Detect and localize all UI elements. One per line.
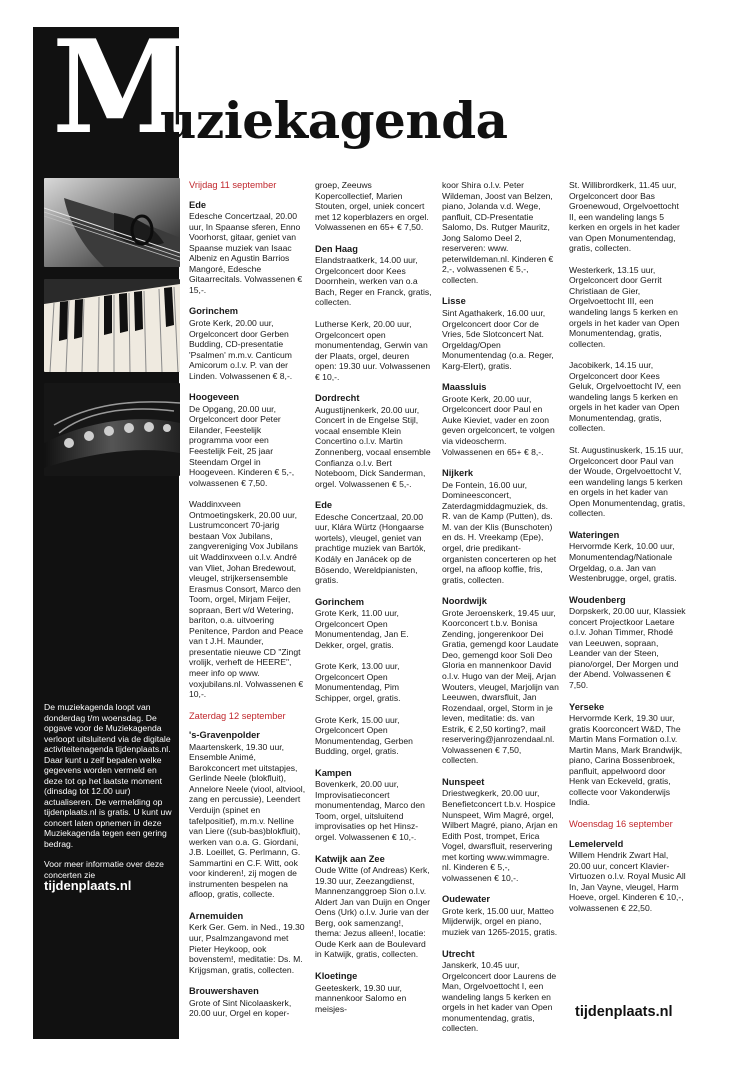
entry-city: Gorinchem [189, 306, 239, 317]
agenda-entry [442, 180, 559, 285]
agenda-entry [442, 777, 559, 883]
entry-text: Groote Kerk, 20.00 uur, Orgelconcert door Paul en Auke Kieviet, vader en zoon geven orgelconcert, te volgen via videoscherm. Volwassenen en 65+ € 8,-. [442, 393, 555, 457]
entry-city: Woudenberg [569, 594, 626, 605]
entry-city: Noordwijk [442, 596, 487, 607]
agenda-entry [569, 265, 686, 349]
agenda-column-4 [569, 180, 686, 924]
entry-text: Dorpskerk, 20.00 uur, Klassiek concert Projectkoor Laetare o.l.v. Johan Timmer, Rhodé van Leeuwen, sopraan, Leander van der Steen, piano/orgel, Der Morgen und der Abend. Volwassenen € 7,50. [569, 606, 686, 690]
entry-city: Den Haag [315, 243, 358, 254]
entry-city: Kloetinge [315, 971, 358, 981]
entry-city: Arnemuiden [189, 910, 244, 921]
piano-keys-photo [44, 279, 180, 372]
entry-text: De Opgang, 20.00 uur, Orgelconcert door Peter Eilander, Feestelijk programma voor een Feestelijk Feit, 25 jaar Steendam Orgel in Hoogeveen. Kinderen € 5,-, volwassenen € 7,50. [189, 403, 295, 488]
agenda-entry [189, 306, 306, 381]
agenda-entry [315, 500, 432, 585]
entry-text: Grote kerk, 15.00 uur, Matteo Mijderwijk, orgel en piano, muziek van 1265-2015, gratis. [442, 905, 558, 937]
entry-text: Janskerk, 10.45 uur, Orgelconcert door Laurens de Man, Orgelvoettocht I, een wandeling langs 5 kerken en orgels in het kader van Open monumentendag, gratis, collecten. [442, 960, 557, 1034]
entry-city: Utrecht [442, 948, 475, 959]
entry-city: Dordrecht [315, 393, 360, 404]
title-initial: M [52, 13, 190, 163]
agenda-entry [569, 839, 686, 914]
agenda-entry [442, 949, 559, 1034]
sidebar-brand-link[interactable]: tijdenplaats.nl [44, 878, 132, 893]
agenda-entry [569, 180, 686, 254]
footer-brand-link[interactable]: tijdenplaats.nl [575, 1004, 673, 1020]
entry-text: Elandstraatkerk, 14.00 uur, Orgelconcert door Kees Doornhein, werken van o.a Bach, Reger en Franck, gratis, collecten. [315, 255, 432, 308]
entry-city: Katwijk aan Zee [315, 853, 385, 864]
agenda-column-3 [442, 180, 559, 1045]
agenda-entry [315, 180, 432, 233]
agenda-entry [189, 392, 306, 488]
entry-city: Brouwershaven [189, 986, 259, 997]
entry-city: Ede [315, 500, 333, 511]
entry-city: Ede [189, 199, 207, 210]
entry-text: Bovenkerk, 20.00 uur, Improvisatieconcert monumentendag, Marco den Toom, orgel, uitsluitend improvisaties op het Hinsz-orgel. Volwassenen € 10,-. [315, 779, 425, 842]
entry-text: Grote Kerk, 11.00 uur, Orgelconcert Open Monumentendag, Jan E. Dekker, orgel, gratis. [315, 608, 409, 650]
entry-text: Augustijnenkerk, 20.00 uur, Concert in de Engelse Stijl, vocaal ensemble Klein Concertino o.l.v. Martin Zonnenberg, vocaal ensemble Confianza o.l.v. Bert Noteboom, Dick Sanderman, orgel. Volwassenen € 5,-. [315, 404, 431, 489]
entry-city: Maassluis [442, 382, 487, 393]
entry-text: Hervormde Kerk, 19.30 uur, gratis Koorconcert W&D, The Martin Mans Formation o.l.v. Martin Mans, Mark Brandwijk, piano, Carina Bossenbroek, panfluit, appelwoord door Henk van Eckeveld, gratis, collecte voor Vakonderwijs India. [569, 713, 683, 808]
day-heading: Vrijdag 11 september [189, 180, 277, 190]
entry-text: Edesche Concertzaal, 20.00 uur, Klára Würtz (Hongaarse wortels), vleugel, geniet van prachtige muziek van Bartók, Kodály en Janácek op de Bösendo, Wereldpianisten, gratis. [315, 511, 426, 586]
agenda-entry [442, 382, 559, 457]
agenda-entry [442, 296, 559, 371]
day-heading: Woensdag 16 september [569, 818, 673, 829]
entry-city: Kampen [315, 767, 352, 778]
entry-text: Kerk Ger. Gem. in Ned., 19.30 uur, Psalmzangavond met Pieter Heykoop, ook bovenstem!, meditatie: Ds. M. Krijgsman, gratis, collecten. [189, 922, 305, 975]
entry-text: Grote Kerk, 20.00 uur, Orgelconcert door Gerben Budding, CD-presentatie 'Psalmen' m.m.v. Canticum Amicorum o.l.v. P. van der Linden. Volwassenen € 8,-. [189, 318, 293, 381]
agenda-entry [569, 595, 686, 691]
agenda-entry [189, 730, 306, 900]
entry-text: Grote Kerk, 15.00 uur, Orgelconcert Open Monumentendag, Gerben Budding, orgel, gratis. [315, 714, 413, 757]
entry-text: Grote Kerk, 13.00 uur, Orgelconcert Open Monumentendag, Pim Schipper, orgel, gratis. [315, 661, 401, 703]
agenda-entry [189, 200, 306, 296]
agenda-entry [189, 986, 306, 1019]
entry-text: Hervormde Kerk, 10.00 uur, Monumentendag/Nationale Orgeldag, o.a. Jan van Westenbrugge, orgel, gratis. [569, 541, 677, 584]
agenda-entry [569, 445, 686, 519]
entry-text: Oude Witte (of Andreas) Kerk, 19.30 uur, Zeezangdienst, Mannenzanggroep Sion o.l.v. Aldert Jan van Duijn en Onger Oens (Urk) o.l.v. Jurie van der Berg, ook samenzang!, thema: Jezus alleen!, locatie: Oude Kerk aan de Boulevard in Katwijk, gratis, collecten. [315, 865, 431, 960]
entry-city: Nijkerk [442, 468, 474, 479]
entry-text: Willem Hendrik Zwart Hal, 20.00 uur, concert Klavier-Virtuozen o.l.v. Royal Music All In, Jan Vayne, vleugel, Harm Hoeve, orgel. Kinderen € 10,-, volwassenen € 22,50. [569, 850, 686, 913]
agenda-entry [189, 911, 306, 975]
entry-text: Waddinxveen Ontmoetingskerk, 20.00 uur, Lustrumconcert 70-jarig bestaan Vox Jubilans, zangvereniging Vox Jubilans uit Waddinxveen o.l.v. André van Vliet, Johan Bredewout, vleugel, strijkersensemble Erasmus Consort, Marco den Toom, orgel, Mirjam Feijer, sopraan, Bert v/d Wetering, bariton, o.a. uitvoering Penitence, Pardon and Peace van t J.H. Maunder, presentatie nieuwe CD "Zingt vrolijk, verheft de HEERE", meer info op www. voxjubilans.nl. Volwassenen € 10,-. [189, 499, 304, 700]
agenda-column-1 [189, 180, 306, 1030]
agenda-entry [315, 971, 432, 1014]
agenda-entry [315, 393, 432, 489]
agenda-entry [569, 530, 686, 584]
entry-text: St. Willibrordkerk, 11.45 uur, Orgelconcert door Bas Groenewoud, Orgelvoettocht II, een wandeling langs 5 kerken en orgels in het kader van Open Monumentendag, gratis, collecten. [569, 180, 680, 254]
agenda-entry [442, 596, 559, 766]
agenda-entry [315, 661, 432, 703]
entry-city: Wateringen [569, 529, 620, 540]
entry-text: St. Augustinuskerk, 15.15 uur, Orgelconcert door Paul van der Woude, Orgelvoettocht V, een wandeling langs 5 kerken en orgels in het kader van Open Monumentendag, gratis, collecten. [569, 445, 686, 519]
agenda-entry [315, 319, 432, 382]
agenda-column-2 [315, 180, 432, 1025]
entry-text: groep, Zeeuws Kopercollectief, Marien Stouten, orgel, uniek concert met 12 koperblazers en orgel. Volwassenen en 65+ € 7,50. [315, 180, 429, 233]
agenda-entry [315, 715, 432, 757]
entry-text: Jacobikerk, 14.15 uur, Orgelconcert door Kees Geluk, Orgelvoettocht IV, een wandeling langs 5 kerken en orgels in het kader van Open Monumentendag, gratis, collecten. [569, 360, 681, 434]
entry-text: Edesche Concertzaal, 20.00 uur, In Spaanse sferen, Enno Voorhorst, gitaar, geniet van Spaanse muziek van Isaac Albeniz en Agustin Barrios Mangoré, Edesche Gitaarrecitals. Volwassenen € 15,-. [189, 211, 303, 295]
entry-text: Driestwegkerk, 20.00 uur, Benefietconcert t.b.v. Hospice Nunspeet, Wim Magré, orgel, Wilbert Magré, piano, Arjan en Edith Post, trompet, Erica Vogel, dwarsfluit, reservering met korting www.wimmagre. nl. Kinderen € 5,-, volwassenen € 10,-. [442, 788, 558, 883]
day-heading: Zaterdag 12 september [189, 710, 286, 721]
entry-city: Oudewater [442, 894, 491, 905]
entry-text: Lutherse Kerk, 20.00 uur, Orgelconcert open monumentendag, Gerwin van der Plaats, orgel, deuren open: 19.30 uur. Volwassenen € 10,-. [315, 319, 431, 382]
entry-city: Lisse [442, 296, 466, 307]
agenda-entry [315, 768, 432, 843]
sidebar-info [44, 702, 172, 902]
entry-text: Maartenskerk, 19.30 uur, Ensemble Animé, Barokconcert met uitstapjes, Gerlinde Neele (blokfluit), Annelore Neele (viool, altviool, zang en percussie), Leendert Verduijn (spinet en tafelpositief), m.m.v. Nelline van Liere ((sub-bas)blokfluit), werken van o.a. G. Giordani, J.B. Loeillet, G. Perlmann, G. Sammartini en C.F. Witt, ook voor kinderen!, zij mogen de instrumenten bespelen na afloop, gratis, collecte. [189, 741, 306, 900]
entry-city: Lemelerveld [569, 838, 624, 849]
saxophone-photo [44, 383, 180, 476]
agenda-entry [315, 597, 432, 651]
sidebar-more-info-text: Voor meer informatie over deze concerten zie [44, 859, 164, 880]
entry-text: Grote Jeroenskerk, 19.45 uur, Koorconcert t.b.v. Bonisa Zending, jongerenkoor Dei Gratia, gemengd koor Laudate Deo, gemengd koor Soli Deo Gloria en mannenkoor David o.l.v. Hugo van der Meij, Arjan Wouters, vleugel, Marjolijn van Leeuwen, dwarsfluit, Jan Rozendaal, orgel, Storm in je leven, meditatie: ds. van Estrik, € 2,50 korting?, mail reservering@janrozendaal.nl. Volwassenen € 7,50, collecten. [442, 607, 559, 766]
agenda-entry [442, 894, 559, 937]
entry-city: Nunspeet [442, 776, 485, 787]
agenda-entry [442, 468, 559, 585]
entry-city: 's-Gravenpolder [189, 730, 260, 741]
entry-text: Sint Agathakerk, 16.00 uur, Orgelconcert door Cor de Vries, 5de Slotconcert Nat. Orgeldag/Open Monumentendag (o.a. Reger, Karg-Elert), gratis. [442, 308, 554, 371]
agenda-entry [315, 244, 432, 308]
entry-text: Geeteskerk, 19.30 uur, mannenkoor Salomo en meisjes- [315, 982, 407, 1014]
entry-city: Yerseke [569, 701, 605, 712]
sidebar-info-text: De muziekagenda loopt van donderdag t/m woensdag. De opgave voor de Muziekagenda verloopt uitsluitend via de digitale activiteitenagenda tijdenplaats.nl. Daar kunt u zelf bepalen welke gegevens worden vermeld en deze tot op het laatste moment (dinsdag tot 12.00 uur) actualiseren. De vermelding op tijdenplaats.nl is gratis. U kunt uw concert laten opnemen in deze Muziekagenda tegen een gering bedrag. [44, 702, 172, 849]
violin-photo [44, 178, 180, 267]
agenda-entry [315, 854, 432, 960]
entry-city: Gorinchem [315, 596, 365, 607]
agenda-entry [569, 702, 686, 808]
entry-text: Grote of Sint Nicolaaskerk, 20.00 uur, Orgel en koper- [189, 997, 292, 1019]
page-title: uziekagenda [160, 91, 508, 150]
agenda-entry [569, 360, 686, 434]
entry-city: Hoogeveen [189, 392, 240, 403]
entry-text: Westerkerk, 13.15 uur, Orgelconcert door Gerrit Christiaan de Gier, Orgelvoettocht III, een wandeling langs 5 kerken en orgels in het kader van Open Monumentendag, gratis, collecten. [569, 264, 680, 349]
sidebar-more-info [44, 859, 172, 892]
agenda-entry [189, 499, 306, 699]
entry-text: koor Shira o.l.v. Peter Wildeman, Joost van Belzen, piano, Jolanda v.d. Wege, panfluit, CD-Presentatie Salomo, Ds. Rutger Mauritz, Jong Salomo Deel 2, reserveren: www. peterwildeman.nl. Kinderen € 2,-, volwassenen € 5,-, collecten. [442, 180, 554, 285]
entry-text: De Fontein, 16.00 uur, Domineesconcert, Zaterdagmiddagmuziek, ds. R. van de Kamp (Putten), ds. M. van der Klis (Bunschoten) en ds. H. Vreekamp (Epe), orgel, drie predikant-organisten concerteren op het orgel, na afloop koffie, fris, gratis, collecten. [442, 479, 557, 585]
